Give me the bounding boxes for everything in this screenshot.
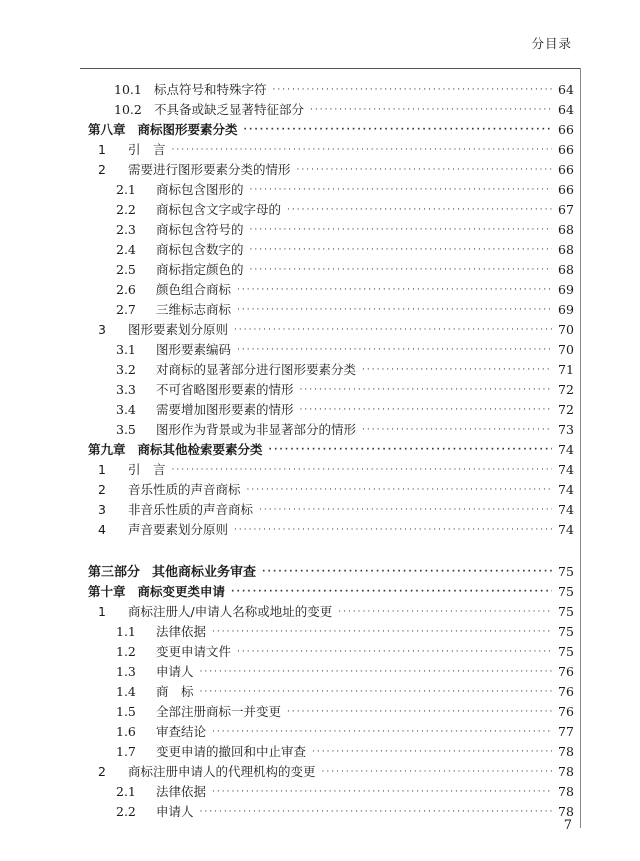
toc-entry-title: 法律依据	[156, 624, 207, 639]
toc-entry-title: 申请人	[156, 804, 194, 819]
toc-entry-title: 非音乐性质的声音商标	[128, 502, 254, 517]
toc-entry-page: 78	[558, 744, 574, 759]
toc-entry-title: 变更申请的撤回和中止审查	[156, 744, 307, 759]
toc-entry-page: 66	[558, 182, 574, 197]
toc-entry[interactable]	[88, 682, 572, 702]
toc-entry-title: 声音要素划分原则	[128, 522, 229, 537]
toc-entry-page: 71	[558, 362, 574, 377]
toc-entry-page: 75	[558, 644, 574, 659]
toc-entry-title: 需要增加图形要素的情形	[156, 402, 294, 417]
dot-leader	[310, 105, 552, 115]
toc-entry-number: 1.4	[116, 684, 136, 699]
toc-entry-page: 68	[558, 242, 574, 257]
toc-entry[interactable]	[88, 280, 572, 300]
toc-entry-title: 商标其他检索要素分类	[137, 442, 263, 457]
dot-leader	[300, 385, 552, 395]
toc-entry[interactable]	[88, 380, 572, 400]
toc-entry-number: 2.1	[116, 182, 136, 197]
dot-leader	[200, 667, 552, 677]
dot-leader	[172, 465, 552, 475]
toc-entry-title: 商标包含数字的	[156, 242, 244, 257]
toc-entry-number: 1	[98, 604, 106, 619]
toc-entry-number: 4	[98, 522, 106, 537]
toc-entry[interactable]	[88, 622, 572, 642]
toc-entry-page: 64	[558, 102, 574, 117]
toc-entry-number: 10.1	[114, 82, 142, 97]
toc-entry-page: 66	[558, 142, 574, 157]
toc-entry-number: 2.1	[116, 784, 136, 799]
dot-leader	[172, 145, 552, 155]
dot-leader	[262, 567, 552, 577]
toc-entry-title: 颜色组合商标	[156, 282, 232, 297]
toc-entry[interactable]	[88, 340, 572, 360]
toc-entry-page: 68	[558, 222, 574, 237]
toc-entry-number: 第三部分	[88, 565, 141, 580]
toc-entry[interactable]	[88, 742, 572, 762]
dot-leader	[269, 445, 552, 455]
toc-entry-number: 1.2	[116, 644, 136, 659]
dot-leader	[231, 587, 552, 597]
dot-leader	[287, 205, 552, 215]
toc-entry-number: 1	[98, 142, 106, 157]
toc-entry[interactable]	[88, 420, 572, 440]
toc-entry-title: 不具备或缺乏显著特征部分	[154, 102, 305, 117]
toc-entry-number: 2.2	[116, 202, 136, 217]
toc-entry-number: 2.3	[116, 222, 136, 237]
toc-entry-page: 74	[558, 442, 574, 457]
toc-entry[interactable]	[88, 400, 572, 420]
toc-entry[interactable]	[88, 300, 572, 320]
toc-entry-number: 2.2	[116, 804, 136, 819]
toc-entry-page: 64	[558, 82, 574, 97]
toc-entry-title: 法律依据	[156, 784, 207, 799]
toc-entry-number: 3	[98, 322, 106, 337]
toc-entry[interactable]	[88, 520, 572, 540]
dot-leader	[244, 125, 552, 135]
dot-leader	[250, 265, 552, 275]
toc-entry-number: 1.5	[116, 704, 136, 719]
toc-entry-number: 3	[98, 502, 106, 517]
toc-entry-title: 商标指定颜色的	[156, 262, 244, 277]
toc-entry-title: 商标包含文字或字母的	[156, 202, 282, 217]
toc-entry-number: 1.7	[116, 744, 136, 759]
dot-leader	[200, 687, 552, 697]
toc-entry[interactable]	[88, 440, 572, 460]
dot-leader	[212, 787, 552, 797]
dot-leader	[237, 285, 552, 295]
toc-entry-page: 72	[558, 382, 574, 397]
dot-leader	[234, 525, 552, 535]
toc-entry-title: 商标注册人/申请人名称或地址的变更	[128, 604, 333, 619]
toc-entry-page: 78	[558, 784, 574, 799]
dot-leader	[287, 707, 552, 717]
toc-entry-page: 69	[558, 302, 574, 317]
toc-entry-page: 66	[558, 122, 574, 137]
toc-entry-title: 音乐性质的声音商标	[128, 482, 241, 497]
toc-entry-title: 图形要素划分原则	[128, 322, 229, 337]
dot-leader	[362, 425, 552, 435]
toc-entry-title: 申请人	[156, 664, 194, 679]
toc-entry-number: 2.6	[116, 282, 136, 297]
toc-entry-page: 70	[558, 342, 574, 357]
dot-leader	[250, 245, 552, 255]
toc-entry-page: 74	[558, 522, 574, 537]
toc-entry-number: 2.7	[116, 302, 136, 317]
toc-entry-number: 2	[98, 764, 106, 779]
dot-leader	[247, 485, 552, 495]
toc-entry[interactable]	[88, 460, 572, 480]
toc-entry-number: 1.6	[116, 724, 136, 739]
margin-line	[580, 68, 581, 828]
toc-entry-page: 76	[558, 684, 574, 699]
section-gap	[88, 540, 572, 562]
toc-entry-number: 3.1	[116, 342, 136, 357]
dot-leader	[212, 727, 552, 737]
toc-entry-number: 10.2	[114, 102, 142, 117]
toc-entry-number: 2.4	[116, 242, 136, 257]
toc-entry[interactable]	[88, 220, 572, 240]
dot-leader	[237, 345, 552, 355]
toc-entry-page: 75	[558, 584, 574, 599]
toc-entry-page: 75	[558, 624, 574, 639]
toc-entry-title: 引 言	[128, 142, 166, 157]
toc-entry-number: 第九章	[88, 442, 126, 457]
dot-leader	[237, 647, 552, 657]
toc-entry-page: 66	[558, 162, 574, 177]
toc-entry-number: 1	[98, 462, 106, 477]
toc-entry-number: 2	[98, 162, 106, 177]
toc-entry-title: 图形作为背景或为非显著部分的情形	[156, 422, 357, 437]
toc-entry-page: 74	[558, 462, 574, 477]
toc-entry[interactable]	[88, 602, 572, 622]
toc-entry-title: 图形要素编码	[156, 342, 232, 357]
toc-entry[interactable]	[88, 702, 572, 722]
toc-entry-number: 3.2	[116, 362, 136, 377]
toc-entry[interactable]	[88, 762, 572, 782]
toc-entry-page: 76	[558, 704, 574, 719]
toc-entry-title: 标点符号和特殊字符	[154, 82, 267, 97]
dot-leader	[338, 607, 552, 617]
toc-entry-title: 商标变更类申请	[137, 584, 226, 599]
table-of-contents	[88, 80, 572, 822]
toc-entry-page: 74	[558, 482, 574, 497]
toc-entry[interactable]	[88, 642, 572, 662]
toc-entry-number: 1.3	[116, 664, 136, 679]
toc-entry-page: 75	[558, 564, 574, 579]
dot-leader	[300, 405, 552, 415]
dot-leader	[362, 365, 552, 375]
toc-entry[interactable]	[88, 562, 572, 582]
running-header: 分目录	[531, 36, 572, 51]
toc-entry[interactable]	[88, 260, 572, 280]
toc-entry[interactable]	[88, 160, 572, 180]
dot-leader	[259, 505, 552, 515]
toc-entry-title: 商标包含图形的	[156, 182, 244, 197]
toc-entry-title: 引 言	[128, 462, 166, 477]
toc-entry-title: 全部注册商标一并变更	[156, 704, 282, 719]
dot-leader	[322, 767, 552, 777]
toc-entry-number: 1.1	[116, 624, 136, 639]
toc-entry[interactable]	[88, 140, 572, 160]
toc-entry[interactable]	[88, 722, 572, 742]
dot-leader	[200, 807, 552, 817]
toc-entry[interactable]	[88, 80, 572, 100]
toc-entry-number: 3.4	[116, 402, 136, 417]
toc-entry-number: 第八章	[88, 122, 126, 137]
dot-leader	[250, 185, 552, 195]
toc-entry[interactable]	[88, 240, 572, 260]
toc-entry-page: 77	[558, 724, 574, 739]
toc-entry-number: 第十章	[88, 584, 126, 599]
toc-entry-title: 对商标的显著部分进行图形要素分类	[156, 362, 357, 377]
toc-entry[interactable]	[88, 480, 572, 500]
toc-entry[interactable]	[88, 662, 572, 682]
dot-leader	[250, 225, 552, 235]
toc-entry-title: 商标注册申请人的代理机构的变更	[128, 764, 316, 779]
toc-entry-number: 3.3	[116, 382, 136, 397]
toc-entry-number: 3.5	[116, 422, 136, 437]
toc-entry-title: 需要进行图形要素分类的情形	[128, 162, 291, 177]
toc-entry-title: 其他商标业务审查	[152, 565, 257, 580]
header-rule	[80, 68, 580, 69]
toc-entry-page: 78	[558, 764, 574, 779]
toc-entry-page: 74	[558, 502, 574, 517]
toc-entry[interactable]	[88, 582, 572, 602]
toc-entry-page: 68	[558, 262, 574, 277]
dot-leader	[234, 325, 552, 335]
toc-entry[interactable]	[88, 802, 572, 822]
toc-entry-title: 变更申请文件	[156, 644, 232, 659]
toc-entry-title: 商标包含符号的	[156, 222, 244, 237]
toc-entry[interactable]	[88, 120, 572, 140]
toc-entry-title: 商 标	[156, 684, 194, 699]
toc-entry[interactable]	[88, 200, 572, 220]
toc-entry[interactable]	[88, 360, 572, 380]
toc-entry-page: 70	[558, 322, 574, 337]
toc-entry-page: 78	[558, 804, 574, 819]
toc-entry[interactable]	[88, 320, 572, 340]
toc-entry-page: 67	[558, 202, 574, 217]
toc-entry[interactable]	[88, 180, 572, 200]
toc-entry-number: 2.5	[116, 262, 136, 277]
dot-leader	[212, 627, 552, 637]
toc-entry-page: 69	[558, 282, 574, 297]
toc-entry-number: 2	[98, 482, 106, 497]
toc-entry[interactable]	[88, 500, 572, 520]
toc-entry-page: 72	[558, 402, 574, 417]
toc-entry-title: 三维标志商标	[156, 302, 232, 317]
dot-leader	[273, 85, 552, 95]
dot-leader	[237, 305, 552, 315]
toc-entry-page: 73	[558, 422, 574, 437]
dot-leader	[312, 747, 552, 757]
toc-entry-page: 76	[558, 664, 574, 679]
toc-entry-title: 商标图形要素分类	[137, 122, 238, 137]
toc-entry[interactable]	[88, 782, 572, 802]
toc-entry-title: 不可省略图形要素的情形	[156, 382, 294, 397]
dot-leader	[297, 165, 552, 175]
page-number: 7	[563, 818, 572, 833]
toc-entry-page: 75	[558, 604, 574, 619]
toc-entry[interactable]	[88, 100, 572, 120]
toc-entry-title: 审查结论	[156, 724, 207, 739]
